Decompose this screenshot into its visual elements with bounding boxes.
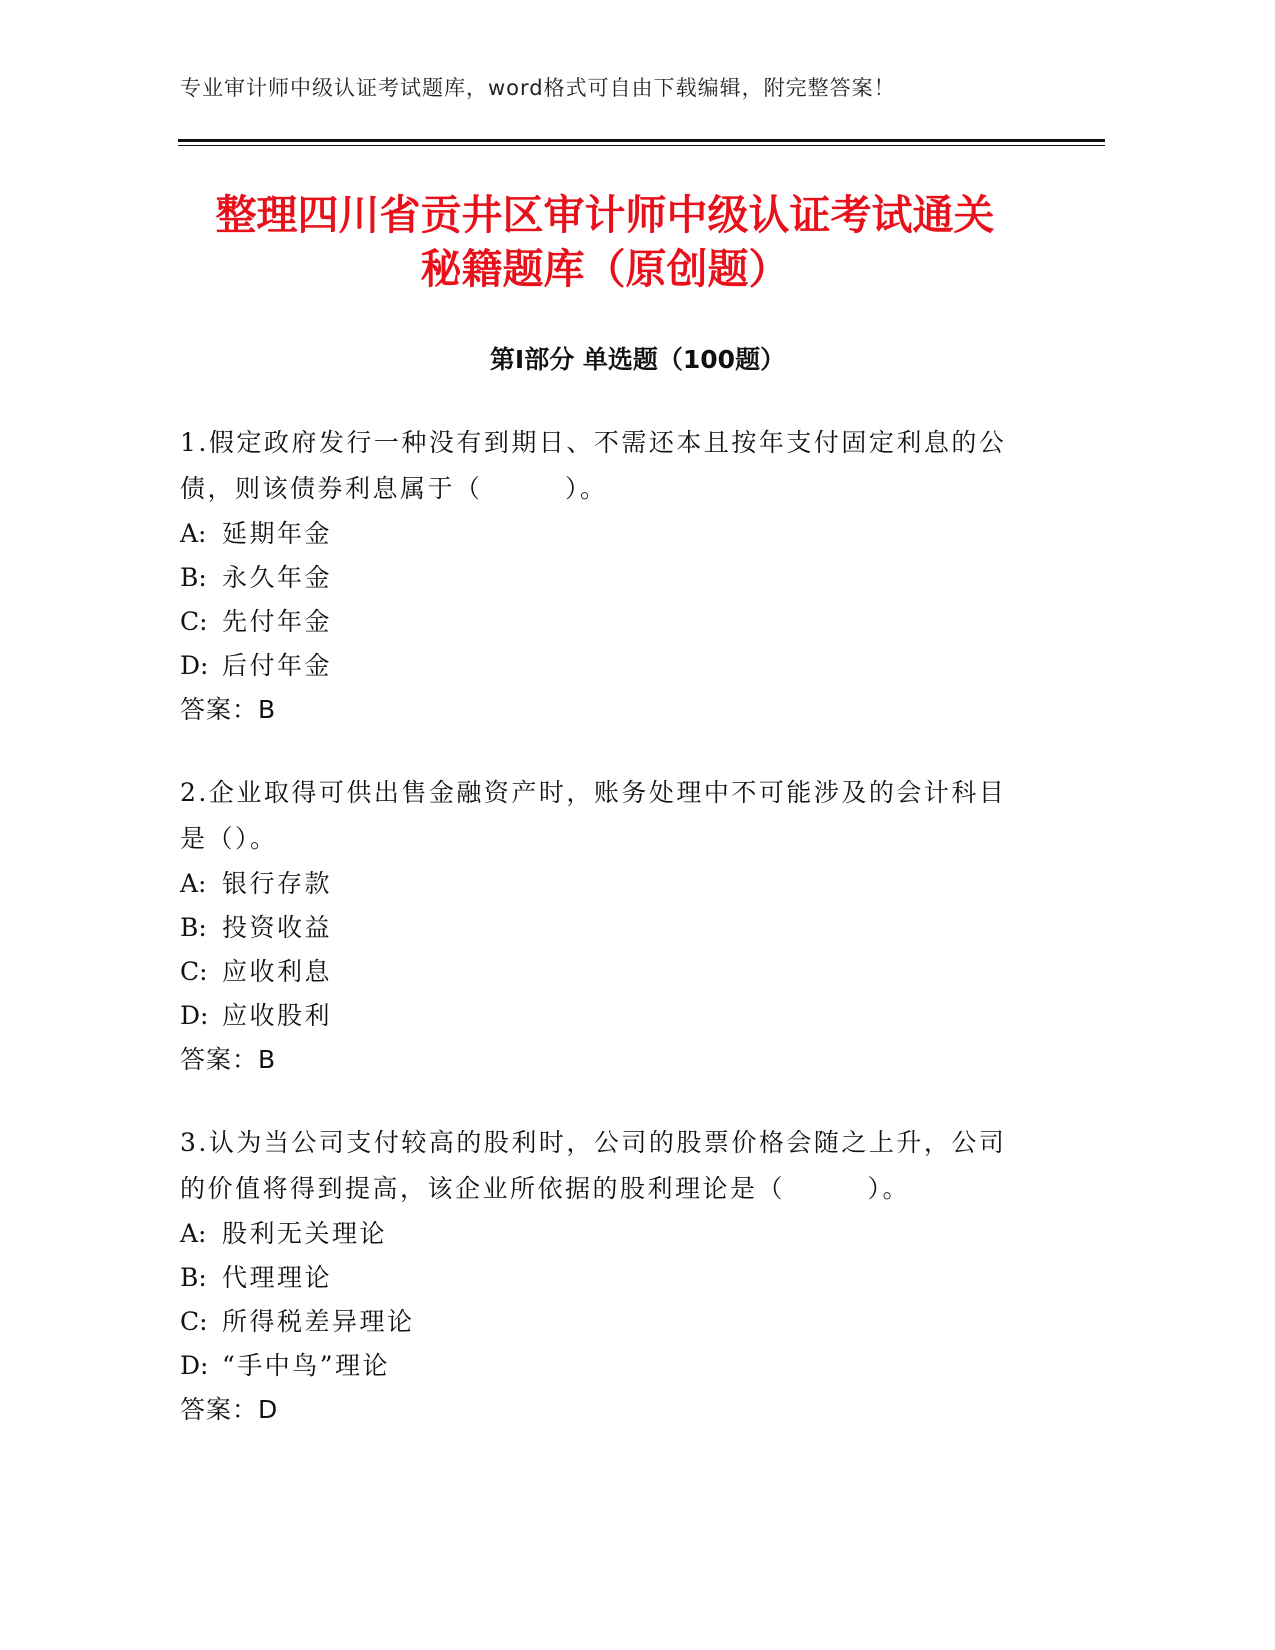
option-key: D: xyxy=(180,1351,209,1380)
option-text: 股利无关理论 xyxy=(222,1219,388,1248)
header-rule-thin xyxy=(178,145,1105,146)
option-text: 应收股利 xyxy=(222,1001,333,1030)
question-stem: 1.假定政府发行一种没有到期日、不需还本且按年支付固定利息的公债，则该债券利息属于（ ）。 xyxy=(180,428,1007,503)
question-stem: 2.企业取得可供出售金融资产时，账务处理中不可能涉及的会计科目是（）。 xyxy=(180,778,1007,853)
document-title xyxy=(150,188,1060,296)
option-b xyxy=(180,556,1020,600)
header-rule-thick xyxy=(178,139,1105,142)
answer-line: 答案：B xyxy=(180,695,277,724)
question-stem: 3.认为当公司支付较高的股利时，公司的股票价格会随之上升，公司的价值将得到提高，该企业所依据的股利理论是（ ）。 xyxy=(180,1128,1007,1203)
option-c xyxy=(180,600,1020,644)
option-text: 延期年金 xyxy=(222,519,333,548)
option-a xyxy=(180,862,1020,906)
option-text: 代理理论 xyxy=(222,1263,333,1292)
answer-line: 答案：B xyxy=(180,1045,277,1074)
question-1 xyxy=(180,420,1020,732)
option-key: A: xyxy=(180,1219,207,1248)
document-title-line-2: 秘籍题库（原创题） xyxy=(420,245,790,293)
question-3 xyxy=(180,1120,1020,1432)
document-title-line-1: 整理四川省贡井区审计师中级认证考试通关 xyxy=(215,191,995,239)
option-key: B: xyxy=(180,563,207,592)
option-b xyxy=(180,1256,1020,1300)
option-d xyxy=(180,994,1020,1038)
option-b xyxy=(180,906,1020,950)
option-d xyxy=(180,644,1020,688)
answer-line: 答案：D xyxy=(180,1395,279,1424)
option-text: 先付年金 xyxy=(222,607,333,636)
option-key: D: xyxy=(180,1001,209,1030)
option-text: 银行存款 xyxy=(222,869,333,898)
question-2 xyxy=(180,770,1020,1082)
option-key: C: xyxy=(180,607,208,636)
option-key: C: xyxy=(180,957,208,986)
section-title: 第Ⅰ部分 单选题（100题） xyxy=(489,345,786,374)
option-key: B: xyxy=(180,1263,207,1292)
option-text: 所得税差异理论 xyxy=(222,1307,415,1336)
option-key: A: xyxy=(180,519,207,548)
option-text: 后付年金 xyxy=(222,651,333,680)
option-key: A: xyxy=(180,869,207,898)
option-a xyxy=(180,1212,1020,1256)
question-list xyxy=(180,420,1020,1470)
option-key: C: xyxy=(180,1307,208,1336)
option-c xyxy=(180,1300,1020,1344)
option-text: 永久年金 xyxy=(222,563,333,592)
option-text: “手中鸟”理论 xyxy=(222,1351,391,1380)
option-text: 应收利息 xyxy=(222,957,333,986)
option-text: 投资收益 xyxy=(222,913,333,942)
option-key: B: xyxy=(180,913,207,942)
option-key: D: xyxy=(180,651,209,680)
option-c xyxy=(180,950,1020,994)
option-d xyxy=(180,1344,1020,1388)
page-header-text: 专业审计师中级认证考试题库，word格式可自由下载编辑，附完整答案！ xyxy=(180,76,896,100)
option-a xyxy=(180,512,1020,556)
